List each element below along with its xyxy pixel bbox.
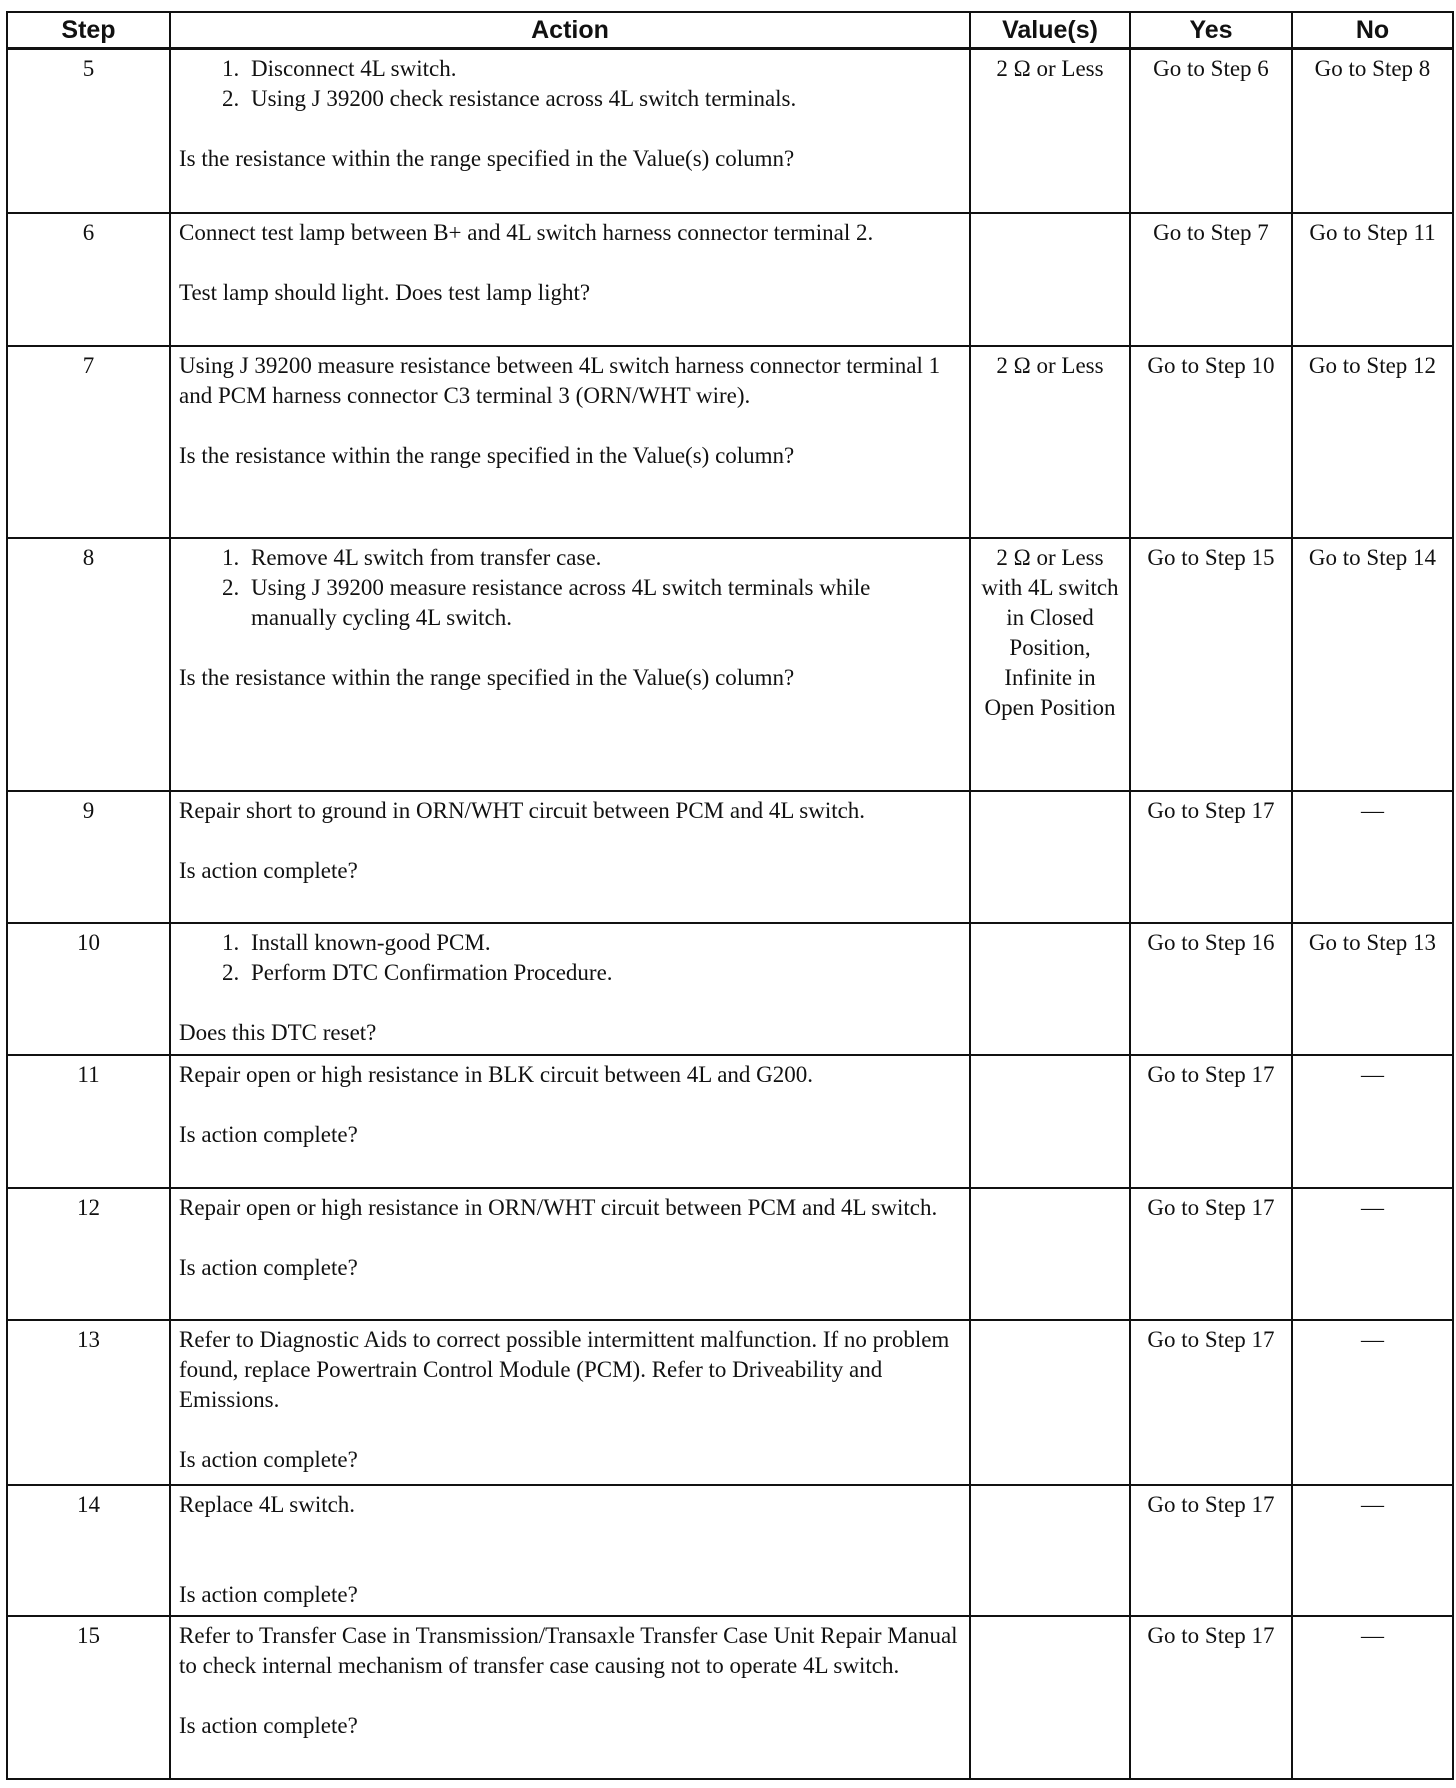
action-text: Connect test lamp between B+ and 4L switch harness connector terminal 2.: [179, 219, 874, 245]
value-cell: [970, 213, 1130, 346]
action-text: Repair open or high resistance in BLK circuit between 4L and G200.: [179, 1061, 814, 1087]
action-cell: [170, 923, 970, 1055]
action-cell: [170, 346, 970, 538]
action-cell: [170, 538, 970, 791]
value-cell: [970, 1320, 1130, 1485]
yes-cell: Go to Step 10: [1130, 346, 1292, 538]
value-cell: [970, 1485, 1130, 1616]
action-question: Is action complete?: [179, 857, 358, 883]
no-cell: —: [1292, 1320, 1453, 1485]
table-row: [7, 791, 1453, 923]
table-row: [7, 923, 1453, 1055]
diagnostic-table: [6, 11, 1454, 1780]
action-cell: [170, 791, 970, 923]
action-question: Is action complete?: [179, 1254, 358, 1280]
action-text: Repair short to ground in ORN/WHT circuit between PCM and 4L switch.: [179, 797, 866, 823]
step-number: 13: [7, 1320, 170, 1485]
header-no: No: [1292, 12, 1453, 49]
step-number: 15: [7, 1616, 170, 1779]
action-question: Is the resistance within the range specified in the Value(s) column?: [179, 442, 795, 468]
action-steps: [179, 543, 961, 633]
value-cell: [970, 923, 1130, 1055]
step-number: 5: [7, 49, 170, 213]
value-cell: [970, 791, 1130, 923]
step-number: 7: [7, 346, 170, 538]
action-text: Replace 4L switch.: [179, 1491, 356, 1517]
header-yes: Yes: [1130, 12, 1292, 49]
action-question: Is action complete?: [179, 1446, 358, 1472]
no-cell: Go to Step 8: [1292, 49, 1453, 213]
step-number: 12: [7, 1188, 170, 1320]
action-cell: [170, 213, 970, 346]
no-cell: Go to Step 14: [1292, 538, 1453, 791]
no-cell: —: [1292, 791, 1453, 923]
action-step: 1. Install known-good PCM.: [245, 928, 961, 958]
action-cell: [170, 1320, 970, 1485]
action-step: 1. Disconnect 4L switch.: [245, 54, 961, 84]
table-row: [7, 49, 1453, 213]
table-row: [7, 1055, 1453, 1188]
header-action: Action: [170, 12, 970, 49]
action-step: 2. Perform DTC Confirmation Procedure.: [245, 958, 961, 988]
action-question: Is the resistance within the range specified in the Value(s) column?: [179, 664, 795, 690]
table-row: [7, 538, 1453, 791]
yes-cell: Go to Step 17: [1130, 1188, 1292, 1320]
yes-cell: Go to Step 16: [1130, 923, 1292, 1055]
action-text: Using J 39200 measure resistance between 4L switch harness connector terminal 1 and PCM harness connector C3 terminal 3 (ORN/WHT wire).: [179, 352, 941, 408]
action-cell: [170, 1188, 970, 1320]
action-step: 2. Using J 39200 measure resistance across 4L switch terminals while manually cycling 4L switch.: [245, 573, 961, 633]
yes-cell: Go to Step 7: [1130, 213, 1292, 346]
action-steps: [179, 54, 961, 114]
table-row: [7, 1188, 1453, 1320]
no-cell: Go to Step 13: [1292, 923, 1453, 1055]
action-step: 2. Using J 39200 check resistance across 4L switch terminals.: [245, 84, 961, 114]
value-cell: [970, 1188, 1130, 1320]
action-steps: [179, 928, 961, 988]
table-row: [7, 213, 1453, 346]
yes-cell: Go to Step 17: [1130, 1055, 1292, 1188]
action-cell: [170, 1616, 970, 1779]
action-cell: [170, 49, 970, 213]
action-question: Is action complete?: [179, 1121, 358, 1147]
step-number: 10: [7, 923, 170, 1055]
table-row: [7, 346, 1453, 538]
table-row: [7, 1320, 1453, 1485]
action-question: Is the resistance within the range specified in the Value(s) column?: [179, 146, 795, 171]
value-cell: [970, 1055, 1130, 1188]
yes-cell: Go to Step 15: [1130, 538, 1292, 791]
table-header-row: [7, 12, 1453, 49]
table-row: [7, 1616, 1453, 1779]
no-cell: —: [1292, 1485, 1453, 1616]
header-values: Value(s): [970, 12, 1130, 49]
step-number: 11: [7, 1055, 170, 1188]
step-number: 8: [7, 538, 170, 791]
value-cell: 2 Ω or Less: [970, 49, 1130, 213]
table-row: [7, 1485, 1453, 1616]
step-number: 6: [7, 213, 170, 346]
no-cell: Go to Step 11: [1292, 213, 1453, 346]
yes-cell: Go to Step 17: [1130, 1320, 1292, 1485]
action-text: Refer to Diagnostic Aids to correct possible intermittent malfunction. If no problem found, replace Powertrain Control Module (PCM). Refer to Driveability and Emissions.: [179, 1326, 950, 1412]
action-step: 1. Remove 4L switch from transfer case.: [245, 543, 961, 573]
value-cell: 2 Ω or Less: [970, 346, 1130, 538]
action-cell: [170, 1485, 970, 1616]
step-number: 14: [7, 1485, 170, 1616]
yes-cell: Go to Step 17: [1130, 1616, 1292, 1779]
action-text: Repair open or high resistance in ORN/WHT circuit between PCM and 4L switch.: [179, 1194, 938, 1220]
action-cell: [170, 1055, 970, 1188]
value-cell: [970, 1616, 1130, 1779]
action-text: Refer to Transfer Case in Transmission/Transaxle Transfer Case Unit Repair Manual to check internal mechanism of transfer case causing not to operate 4L switch.: [179, 1622, 958, 1678]
step-number: 9: [7, 791, 170, 923]
no-cell: —: [1292, 1616, 1453, 1779]
value-cell: 2 Ω or Less with 4L switch in Closed Position, Infinite in Open Position: [970, 538, 1130, 791]
header-step: Step: [7, 12, 170, 49]
action-question: Test lamp should light. Does test lamp light?: [179, 279, 591, 305]
no-cell: —: [1292, 1055, 1453, 1188]
action-question: Does this DTC reset?: [179, 1019, 377, 1045]
yes-cell: Go to Step 17: [1130, 1485, 1292, 1616]
action-question: Is action complete?: [179, 1581, 358, 1607]
action-question: Is action complete?: [179, 1712, 358, 1738]
yes-cell: Go to Step 17: [1130, 791, 1292, 923]
no-cell: —: [1292, 1188, 1453, 1320]
yes-cell: Go to Step 6: [1130, 49, 1292, 213]
no-cell: Go to Step 12: [1292, 346, 1453, 538]
